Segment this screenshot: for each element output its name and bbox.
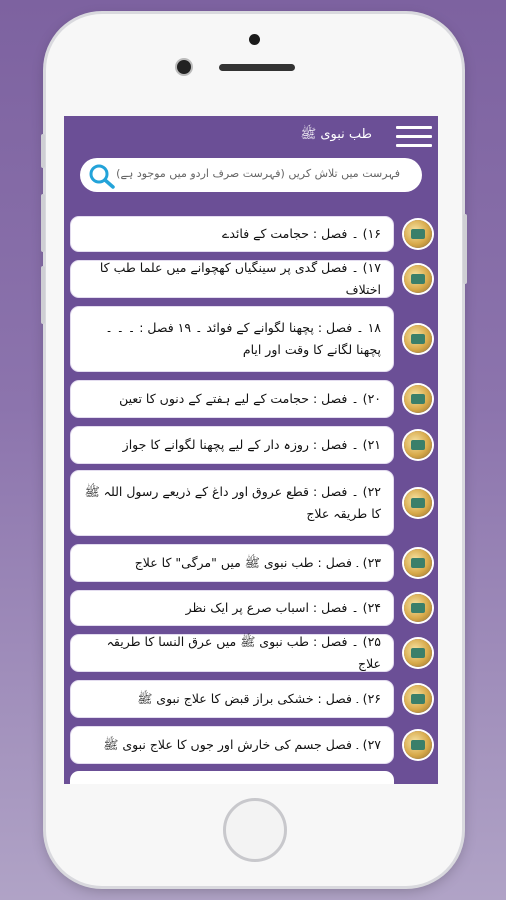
search-input[interactable]: فہرست میں تلاش کریں (فہرست صرف اردو میں موجود ہے) [116, 167, 400, 180]
divider [400, 220, 402, 248]
list-item-card[interactable] [70, 216, 394, 252]
camera-dot [249, 34, 260, 45]
list-item[interactable] [70, 426, 432, 464]
divider [400, 474, 402, 532]
book-icon [404, 431, 432, 459]
divider [400, 548, 402, 578]
book-icon [404, 220, 432, 248]
app-bar [64, 116, 438, 156]
list-item[interactable] [70, 634, 432, 672]
app-screen [64, 116, 438, 784]
search-icon[interactable] [86, 162, 118, 190]
list-item[interactable] [70, 680, 432, 718]
list-item-card[interactable] [70, 380, 394, 418]
list-item-partial[interactable] [70, 771, 394, 784]
list-item[interactable] [70, 380, 432, 418]
list-item-card[interactable] [70, 680, 394, 718]
list-item-title: ۲۵) ۔ فصل : طب نبوی ﷺ میں عرق النسا کا طریقہ علاج [106, 634, 381, 671]
volume-down-button [41, 266, 45, 324]
list-item-title: ۱۸ ۔ فصل : پچھنا لگوانے کے فوائد ۔ ۱۹ فصل : ۔ ۔ ۔ پچھنا لگانے کا وقت اور ایام [105, 320, 381, 357]
mute-switch [41, 134, 45, 168]
list-item[interactable] [70, 216, 432, 252]
divider [400, 638, 402, 668]
book-icon [404, 325, 432, 353]
list-item-title: ۲۴) ۔ فصل : اسباب صرع پر ایک نظر [185, 600, 381, 615]
volume-up-button [41, 194, 45, 252]
divider [400, 730, 402, 760]
list-item[interactable] [70, 590, 432, 626]
front-camera-icon [177, 60, 191, 74]
power-button [463, 214, 467, 284]
home-button[interactable] [223, 798, 287, 862]
list-item-title: ۲۷) ۔ فصل جسم کی خارش اور جوں کا علاج نبوی ﷺ [103, 737, 381, 752]
search-bar[interactable] [80, 158, 422, 192]
list-item[interactable] [70, 260, 432, 298]
list-item[interactable] [70, 470, 432, 536]
list-item-title: ۲۳) ۔ فصل : طب نبوی ﷺ میں "مرگی" کا علاج [134, 555, 381, 570]
earpiece-speaker [219, 64, 295, 71]
list-item[interactable] [70, 544, 432, 582]
book-icon [404, 265, 432, 293]
book-icon [404, 685, 432, 713]
book-icon [404, 549, 432, 577]
list-item-title: ۱۶) ۔ فصل : حجامت کے فائدے [222, 226, 381, 241]
divider [400, 310, 402, 368]
list-item-card[interactable] [70, 470, 394, 536]
list-item-card[interactable] [70, 260, 394, 298]
hamburger-menu-icon[interactable] [396, 126, 432, 148]
list-item-title: ۱۷) ۔ فصل گدی پر سینگیاں کھچوانے میں علما طب کا اختلاف [99, 260, 381, 297]
divider [400, 264, 402, 294]
book-icon [404, 639, 432, 667]
list-item-card[interactable] [70, 426, 394, 464]
list-item-card[interactable] [70, 590, 394, 626]
list-item-card[interactable] [70, 634, 394, 672]
list-item-card[interactable] [70, 726, 394, 764]
list-item-card[interactable] [70, 544, 394, 582]
book-icon [404, 385, 432, 413]
book-icon [404, 489, 432, 517]
list-item[interactable] [70, 726, 432, 764]
app-title: طب نبوی ﷺ [300, 127, 372, 142]
list-item-title: ۲۲) ۔ فصل : قطع عروق اور داغ کے ذریعے رسول اللہ ﷺ کا طریقہ علاج [84, 484, 381, 521]
list-item-title: ۲۶) ۔ فصل : خشکی براز قبض کا علاج نبوی ﷺ [137, 691, 381, 706]
divider [400, 430, 402, 460]
list-item-title: ۲۱) ۔ فصل : روزہ دار کے لیے پچھنا لگوانے کا جواز [122, 437, 381, 452]
list-item-title: ۲۰) ۔ فصل : حجامت کے لیے ہفتے کے دنوں کا تعین [119, 391, 381, 406]
book-icon [404, 594, 432, 622]
list-item-card[interactable] [70, 306, 394, 372]
divider [400, 384, 402, 414]
list-item[interactable] [70, 306, 432, 372]
divider [400, 594, 402, 622]
divider [400, 684, 402, 714]
book-icon [404, 731, 432, 759]
